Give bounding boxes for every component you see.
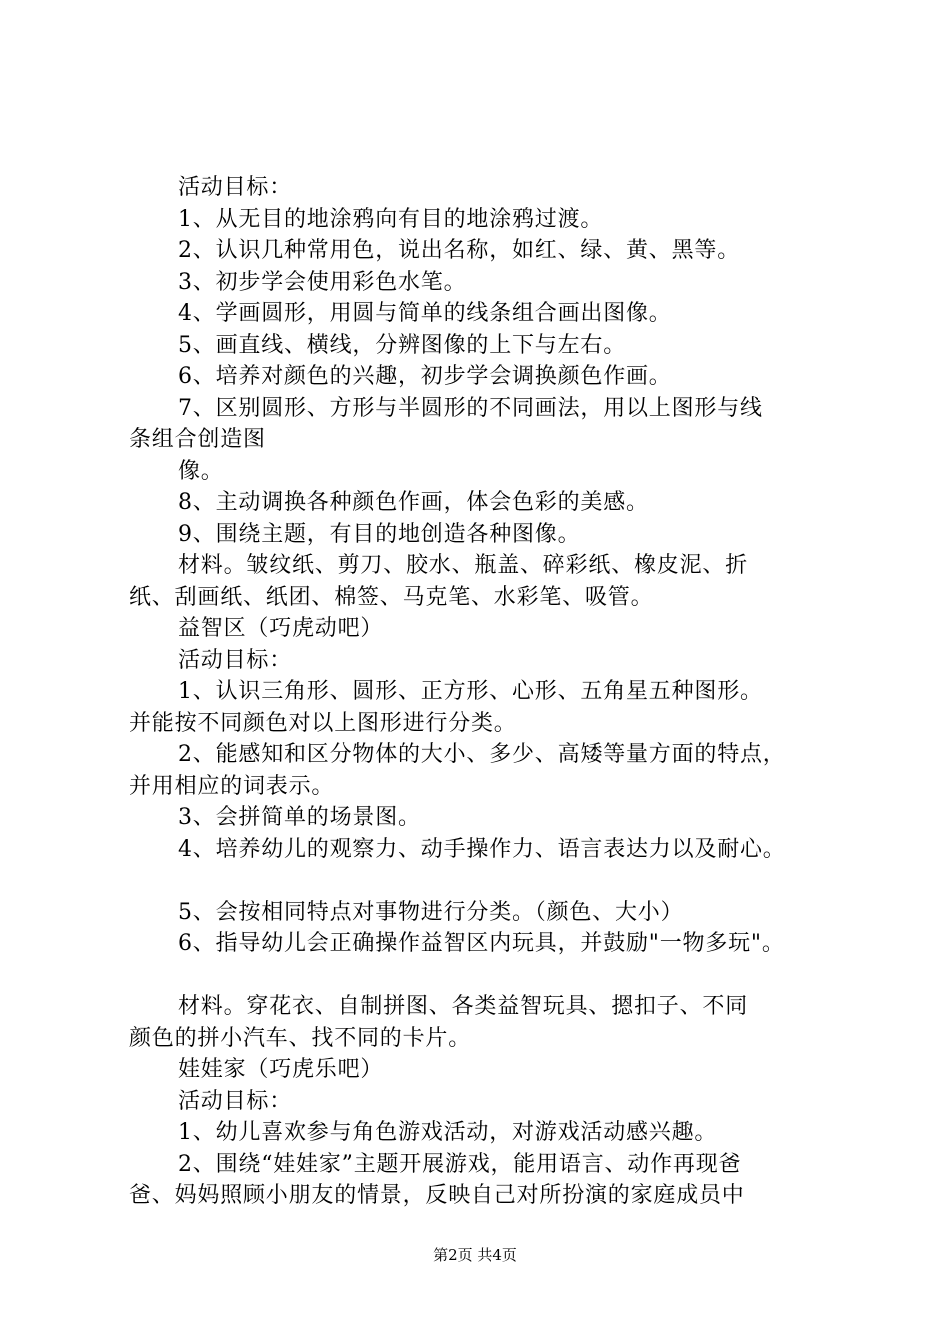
text-line: 4、学画圆形，用圆与简单的线条组合画出图像。 — [178, 301, 672, 326]
text-line: 7、区别圆形、方形与半圆形的不同画法，用以上图形与线 — [178, 395, 763, 421]
text-line: 并能按不同颜色对以上图形进行分类。 — [129, 710, 517, 736]
text-line: 活动目标： — [178, 175, 293, 200]
text-line: 3、初步学会使用彩色水笔。 — [178, 269, 467, 295]
text-line: 6、指导幼儿会正确操作益智区内玩具，并鼓励"一物多玩"。 — [178, 931, 785, 956]
text-line: 5、画直线、横线，分辨图像的上下与左右。 — [178, 332, 626, 358]
blank-line — [129, 960, 834, 992]
text-line: 材料。穿花衣、自制拼图、各类益智玩具、摁扣子、不同 — [178, 994, 749, 1019]
page-footer: 第2页 共4页 — [433, 1246, 517, 1264]
text-line: 像。 — [178, 458, 224, 484]
blank-line — [129, 865, 834, 897]
text-line: 并用相应的词表示。 — [129, 773, 335, 799]
text-line: 娃娃家（巧虎乐吧） — [178, 1057, 384, 1082]
text-line: 1、认识三角形、圆形、正方形、心形、五角星五种图形。 — [178, 679, 763, 704]
text-line: 纸、刮画纸、纸团、棉签、马克笔、水彩笔、吸管。 — [129, 584, 654, 610]
document-body — [129, 172, 834, 1212]
text-line: 1、幼儿喜欢参与角色游戏活动，对游戏活动感兴趣。 — [178, 1120, 718, 1145]
text-line: 6、培养对颜色的兴趣，初步学会调换颜色作画。 — [178, 364, 672, 389]
text-line: 2、围绕“娃娃家”主题开展游戏，能用语言、动作再现爸 — [178, 1151, 742, 1177]
text-line: 爸、妈妈照顾小朋友的情景，反映自己对所扮演的家庭成员中 — [129, 1183, 745, 1208]
text-line: 2、能感知和区分物体的大小、多少、高矮等量方面的特点， — [178, 742, 786, 767]
text-line: 1、从无目的地涂鸦向有目的地涂鸦过渡。 — [178, 206, 604, 232]
text-line: 8、主动调换各种颜色作画，体会色彩的美感。 — [178, 490, 649, 515]
text-line: 活动目标： — [178, 647, 293, 673]
text-line: 条组合创造图 — [129, 427, 266, 452]
text-line: 2、认识几种常用色，说出名称，如红、绿、黄、黑等。 — [178, 238, 740, 263]
text-line: 5、会按相同特点对事物进行分类。（颜色、大小） — [178, 899, 684, 925]
text-line: 益智区（巧虎动吧） — [178, 616, 384, 641]
text-line: 活动目标： — [178, 1088, 293, 1114]
text-line: 材料。皱纹纸、剪刀、胶水、瓶盖、碎彩纸、橡皮泥、折 — [178, 553, 749, 578]
text-line: 3、会拼简单的场景图。 — [178, 805, 421, 830]
text-line: 颜色的拼小汽车、找不同的卡片。 — [129, 1025, 472, 1051]
text-line: 9、围绕主题，有目的地创造各种图像。 — [178, 521, 581, 547]
text-line: 4、培养幼儿的观察力、动手操作力、语言表达力以及耐心。 — [178, 836, 786, 862]
